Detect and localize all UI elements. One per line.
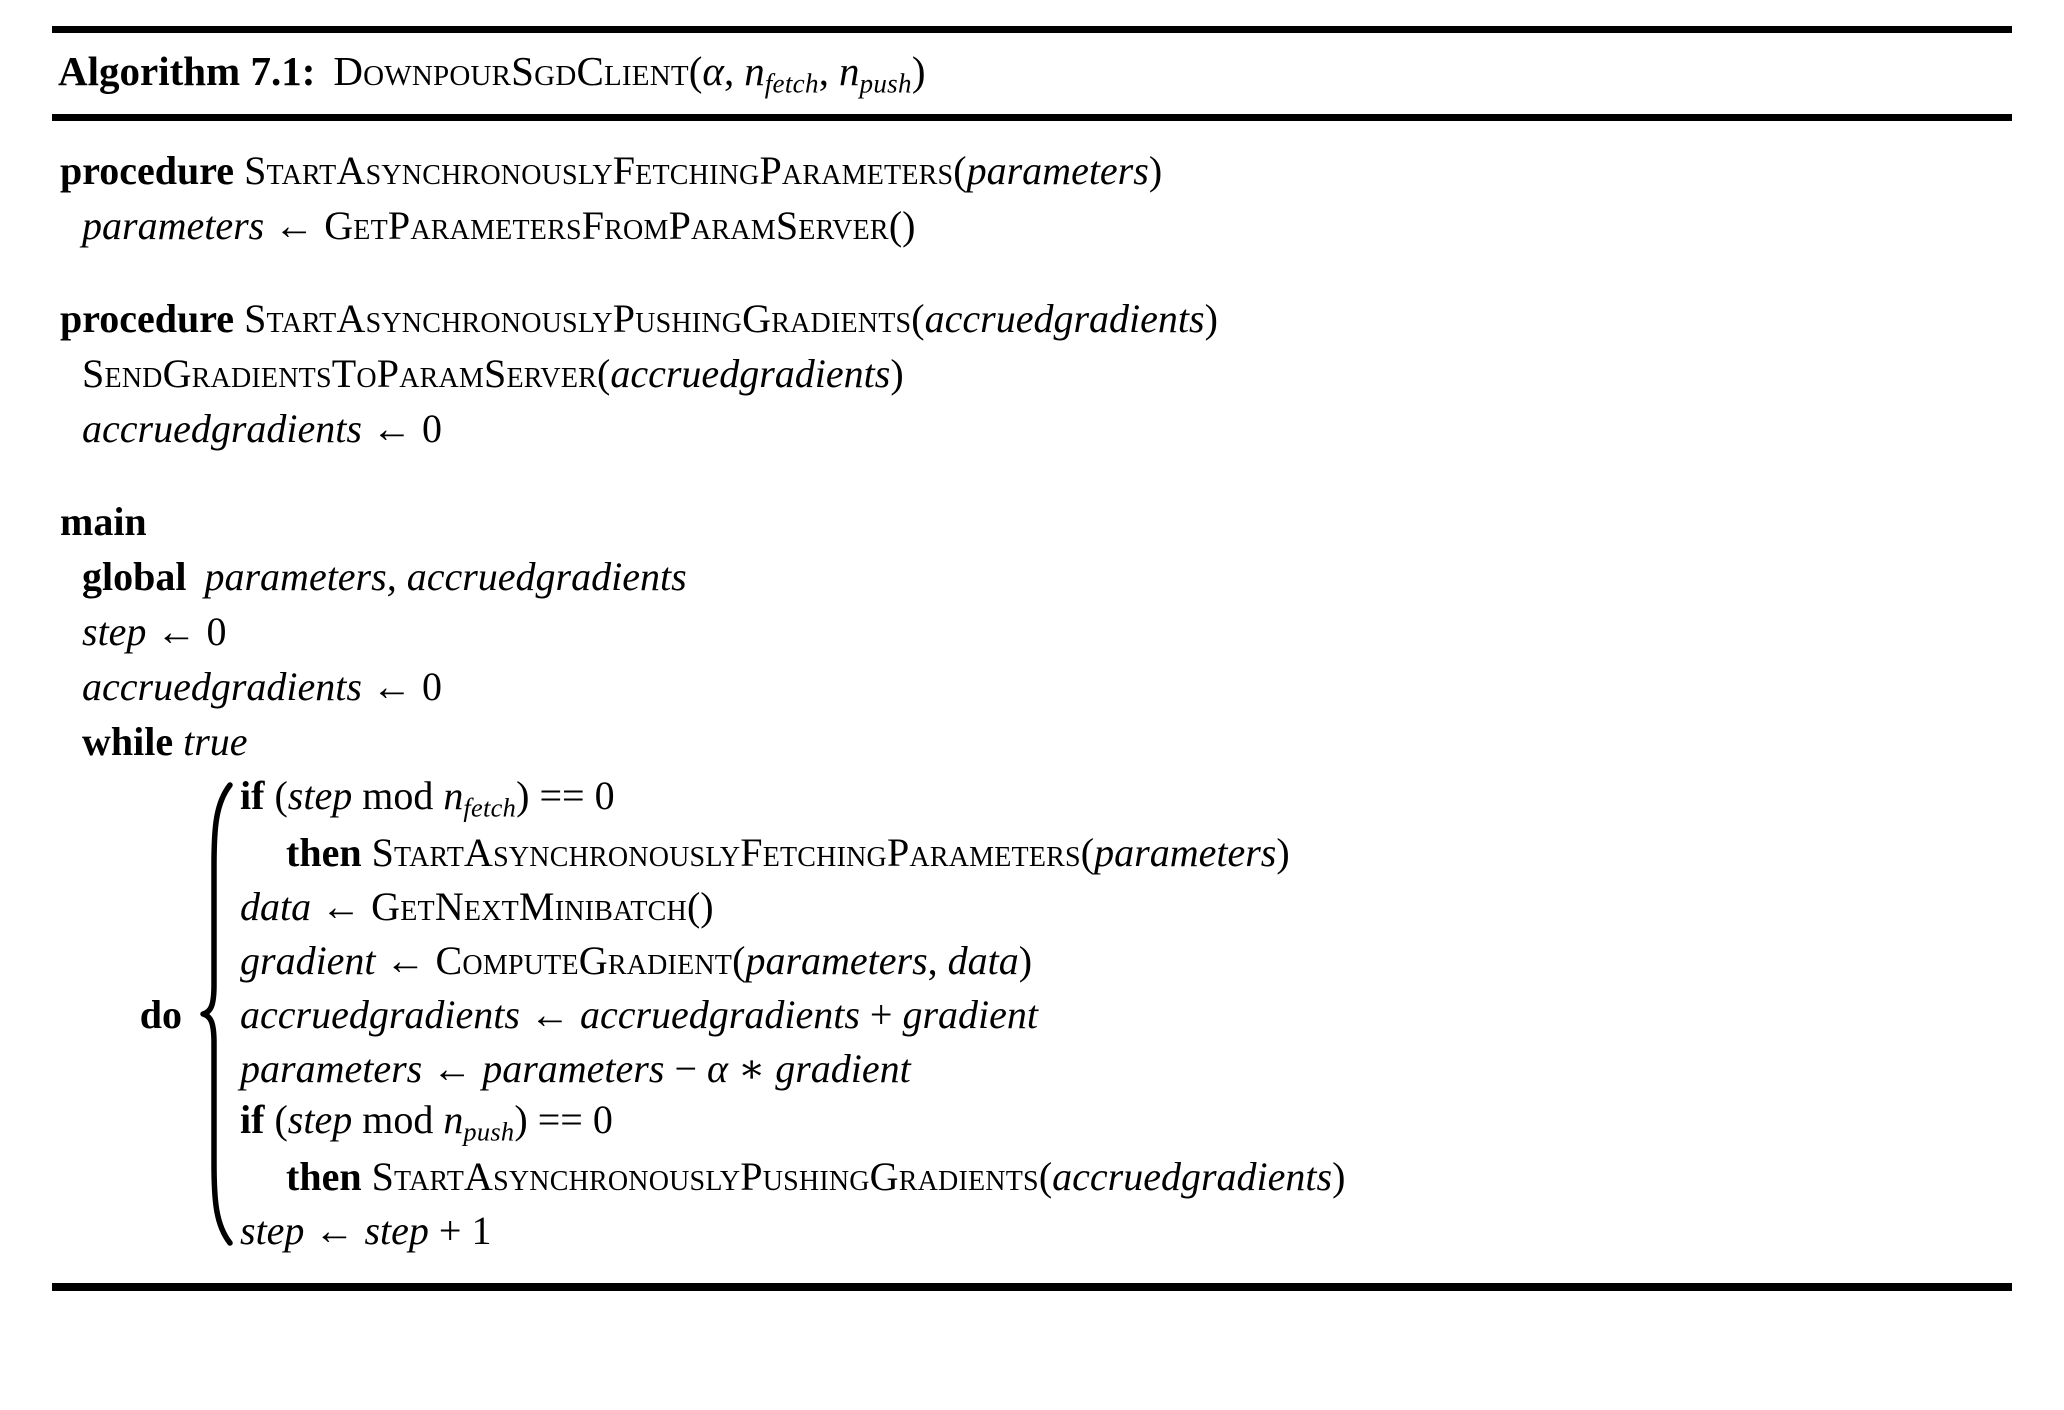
if-push-keyword: if <box>240 1097 265 1143</box>
global-keyword: global <box>82 554 187 600</box>
send-gradients-arg: accruedgradients <box>610 351 891 397</box>
get-parameters-call: GetParametersFromParamServer <box>324 203 889 249</box>
title-paren-open: ( <box>688 48 703 94</box>
then-fetch-arg: parameters <box>1094 829 1277 875</box>
update-times-operator: ∗ <box>738 1045 766 1091</box>
if-push-equality-operator: == <box>537 1097 583 1143</box>
assign-arrow-icon: ← <box>529 991 570 1037</box>
assign-arrow-icon: ← <box>371 406 412 452</box>
gradient-arg-comma: , <box>927 937 938 983</box>
gradient-paren-close: ) <box>1018 937 1033 983</box>
send-gradients-call: SendGradientsToParamServer <box>82 351 598 397</box>
update-alpha: α <box>707 1045 728 1091</box>
do-block <box>60 771 2012 1257</box>
get-next-minibatch-call: GetNextMinibatch <box>371 883 687 929</box>
then-fetch-paren-close: ) <box>1276 829 1290 875</box>
algorithm-procedure-name: DownpourSgdClient <box>333 48 689 94</box>
procedure-1-paren-close: ) <box>1148 148 1163 194</box>
procedure-2-signature <box>60 291 2012 346</box>
if-fetch-mod-operator: mod <box>362 773 434 819</box>
then-push-paren-close: ) <box>1332 1153 1346 1199</box>
if-push-paren-close: ) <box>514 1097 528 1143</box>
main-while-line <box>60 714 2012 769</box>
assign-arrow-icon: ← <box>371 664 412 710</box>
do-keyword: do <box>139 991 182 1037</box>
spacer-1 <box>60 253 2012 291</box>
if-fetch-value: 0 <box>594 773 615 819</box>
if-fetch-n-subscript: fetch <box>463 792 517 823</box>
accrue-lhs: accruedgradients <box>240 991 520 1037</box>
if-fetch-paren-open: ( <box>274 773 288 819</box>
gradient-assign-line <box>240 933 2012 987</box>
assign-arrow-icon: ← <box>156 609 197 655</box>
procedure-1-keyword: procedure <box>60 148 235 194</box>
accrued-init-lhs: accruedgradients <box>82 664 362 710</box>
if-push-mod-operator: mod <box>362 1097 434 1143</box>
accrue-rhs-2: gradient <box>902 991 1039 1037</box>
procedure-1-paren-open: ( <box>953 148 967 194</box>
procedure-1-arg: parameters <box>966 148 1149 194</box>
main-keyword-line <box>60 494 2012 549</box>
then-push-keyword: then <box>286 1153 362 1199</box>
title-param-alpha: α <box>702 48 724 94</box>
header-separator-rule <box>52 114 2012 121</box>
accrue-rhs-1: accruedgradients <box>579 991 860 1037</box>
parameter-update-line <box>240 1041 2012 1095</box>
if-push-n: n <box>443 1097 464 1143</box>
then-fetch-line <box>240 825 2012 879</box>
while-condition: true <box>183 719 248 765</box>
then-fetch-call: StartAsynchronouslyFetchingParameters <box>371 829 1081 875</box>
assign-arrow-icon: ← <box>321 883 362 929</box>
if-push-var: step <box>287 1097 353 1143</box>
accrued-init-rhs: 0 <box>421 664 442 710</box>
step-init-lhs: step <box>82 609 147 655</box>
send-gradients-paren-open: ( <box>597 351 611 397</box>
accrued-reset-rhs: 0 <box>421 406 442 452</box>
send-gradients-paren-close: ) <box>890 351 904 397</box>
algorithm-number-label: Algorithm 7.1: <box>58 48 316 94</box>
gradient-paren-open: ( <box>732 937 746 983</box>
compute-gradient-call: ComputeGradient <box>435 937 733 983</box>
then-push-line <box>240 1149 2012 1203</box>
spacer-2 <box>60 456 2012 494</box>
if-fetch-keyword: if <box>240 773 265 819</box>
accrued-reset-lhs: accruedgradients <box>82 406 362 452</box>
then-push-arg: accruedgradients <box>1052 1153 1333 1199</box>
global-variables: parameters, accruedgradients <box>204 554 687 600</box>
title-comma-2: , <box>818 48 830 94</box>
step-incr-lhs: step <box>240 1207 305 1253</box>
procedure-2-name: StartAsynchronouslyPushingGradients <box>244 296 912 342</box>
if-push-n-subscript: push <box>463 1116 515 1147</box>
procedure-1-assign-lhs: parameters <box>82 203 265 249</box>
algorithm-body <box>52 121 2012 1283</box>
procedure-1-name: StartAsynchronouslyFetchingParameters <box>244 148 954 194</box>
main-step-init-line <box>60 604 2012 659</box>
step-incr-rhs-2: 1 <box>471 1207 492 1253</box>
update-minus-operator: − <box>674 1045 697 1091</box>
assign-arrow-icon: ← <box>385 937 426 983</box>
step-incr-plus-operator: + <box>438 1207 462 1253</box>
update-lhs: parameters <box>240 1045 423 1091</box>
accrue-plus-operator: + <box>869 991 893 1037</box>
procedure-2-paren-close: ) <box>1204 296 1218 342</box>
data-assign-line <box>240 879 2012 933</box>
if-fetch-n: n <box>443 773 464 819</box>
title-comma-1: , <box>723 48 735 94</box>
if-push-value: 0 <box>592 1097 613 1143</box>
gradient-lhs: gradient <box>240 937 376 983</box>
title-paren-close: ) <box>911 48 926 94</box>
procedure-1-signature <box>60 143 2012 198</box>
assign-arrow-icon: ← <box>274 203 315 249</box>
data-lhs: data <box>240 883 312 929</box>
update-rhs-1: parameters <box>482 1045 665 1091</box>
do-block-brace-icon <box>200 779 234 1249</box>
then-fetch-paren-open: ( <box>1080 829 1095 875</box>
procedure-2-paren-open: ( <box>911 296 925 342</box>
if-push-line <box>240 1095 2012 1149</box>
then-push-paren-open: ( <box>1038 1153 1053 1199</box>
bottom-rule <box>52 1283 2012 1291</box>
assign-arrow-icon: ← <box>314 1207 355 1253</box>
update-rhs-2: gradient <box>775 1045 911 1091</box>
procedure-2-keyword: procedure <box>60 296 235 342</box>
procedure-1-call-paren-open: ( <box>888 203 903 249</box>
data-paren-close: ) <box>700 883 714 929</box>
algorithm-title <box>52 33 2012 114</box>
main-accrued-init-line <box>60 659 2012 714</box>
then-push-call: StartAsynchronouslyPushingGradients <box>371 1153 1039 1199</box>
title-param-nfetch: n <box>744 48 765 94</box>
procedure-2-arg: accruedgradients <box>924 296 1205 342</box>
assign-arrow-icon: ← <box>432 1045 473 1091</box>
accrue-gradients-line <box>240 987 2012 1041</box>
if-fetch-line <box>240 771 2012 825</box>
data-paren-open: ( <box>686 883 701 929</box>
top-rule <box>52 26 2012 33</box>
title-param-nfetch-subscript: fetch <box>764 68 819 99</box>
procedure-2-body-line-1 <box>60 346 2012 401</box>
main-global-line <box>60 549 2012 604</box>
main-keyword: main <box>60 499 147 545</box>
step-increment-line <box>240 1203 2012 1257</box>
if-push-paren-open: ( <box>274 1097 288 1143</box>
title-param-npush-subscript: push <box>859 68 912 99</box>
do-block-statements <box>240 771 2012 1257</box>
if-fetch-equality-operator: == <box>539 773 585 819</box>
procedure-2-body-line-2 <box>60 401 2012 456</box>
step-init-rhs: 0 <box>206 609 227 655</box>
if-fetch-var: step <box>287 773 353 819</box>
if-fetch-paren-close: ) <box>516 773 530 819</box>
title-param-npush: n <box>839 48 860 94</box>
gradient-arg-1: parameters <box>745 937 928 983</box>
while-keyword: while <box>82 719 174 765</box>
procedure-1-body-line <box>60 198 2012 253</box>
algorithm-figure <box>52 0 2012 1291</box>
procedure-1-call-paren-close: ) <box>902 203 916 249</box>
then-fetch-keyword: then <box>286 829 362 875</box>
step-incr-rhs-1: step <box>364 1207 429 1253</box>
gradient-arg-2: data <box>947 937 1019 983</box>
